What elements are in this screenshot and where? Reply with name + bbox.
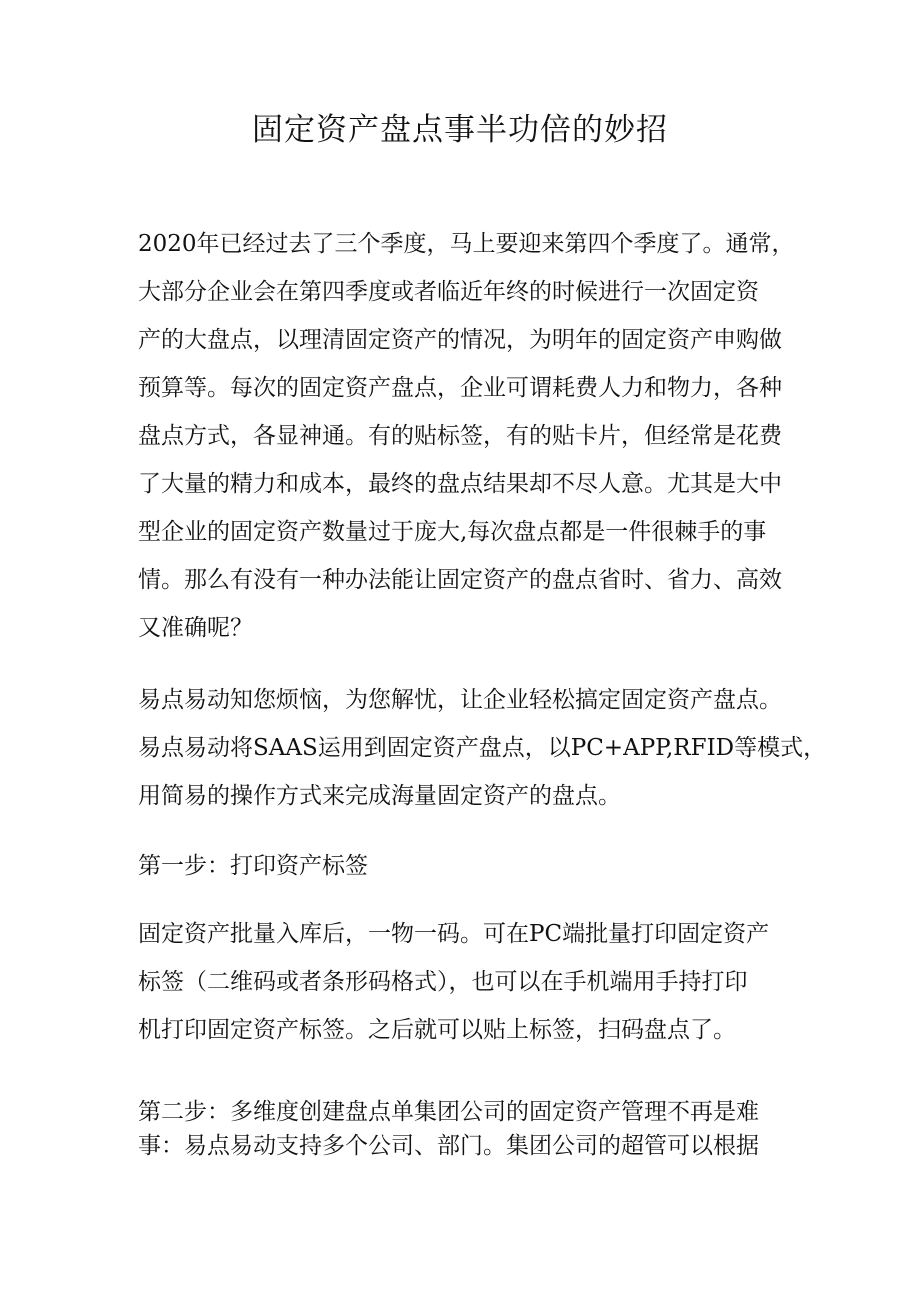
document-title: 固定资产盘点事半功倍的妙招 — [252, 112, 668, 148]
text-line: 情。那么有没有一种办法能让固定资产的盘点省时、省力、高效 — [138, 567, 782, 593]
text-line: 第二步：多维度创建盘点单集团公司的固定资产管理不再是难 — [138, 1099, 759, 1125]
text-line: 大部分企业会在第四季度或者临近年终的时候进行一次固定资 — [138, 279, 759, 305]
text-line: 事：易点易动支持多个公司、部门。集团公司的超管可以根据 — [138, 1133, 759, 1159]
text-line: 标签（二维码或者条形码格式），也可以在手机端用手持打印 — [138, 969, 748, 995]
text-line: 了大量的精力和成本，最终的盘点结果却不尽人意。尤其是大中 — [138, 471, 782, 497]
text-line: 易点易动知您烦恼，为您解忧，让企业轻松搞定固定资产盘点。 — [138, 687, 782, 713]
text-line: 盘点方式，各显神通。有的贴标签，有的贴卡片，但经常是花费 — [138, 423, 782, 449]
text-line: 产的大盘点，以理清固定资产的情况，为明年的固定资产申购做 — [138, 327, 782, 353]
text-line: 固定资产批量入库后，一物一码。可在PC端批量打印固定资产 — [138, 921, 770, 947]
section-heading: 第一步：打印资产标签 — [138, 853, 368, 879]
text-line: 型企业的固定资产数量过于庞大,每次盘点都是一件很棘手的事 — [138, 519, 767, 545]
text-line: 用简易的操作方式来完成海量固定资产的盘点。 — [138, 783, 621, 809]
text-line: 机打印固定资产标签。之后就可以贴上标签，扫码盘点了。 — [138, 1017, 736, 1043]
text-line: 2020年已经过去了三个季度，马上要迎来第四个季度了。通常， — [138, 231, 795, 257]
text-line: 易点易动将SAAS运用到固定资产盘点，以PC+APP,RFID等模式， — [138, 735, 827, 761]
text-line: 又准确呢？ — [138, 615, 253, 641]
text-line: 预算等。每次的固定资产盘点，企业可谓耗费人力和物力，各种 — [138, 375, 782, 401]
